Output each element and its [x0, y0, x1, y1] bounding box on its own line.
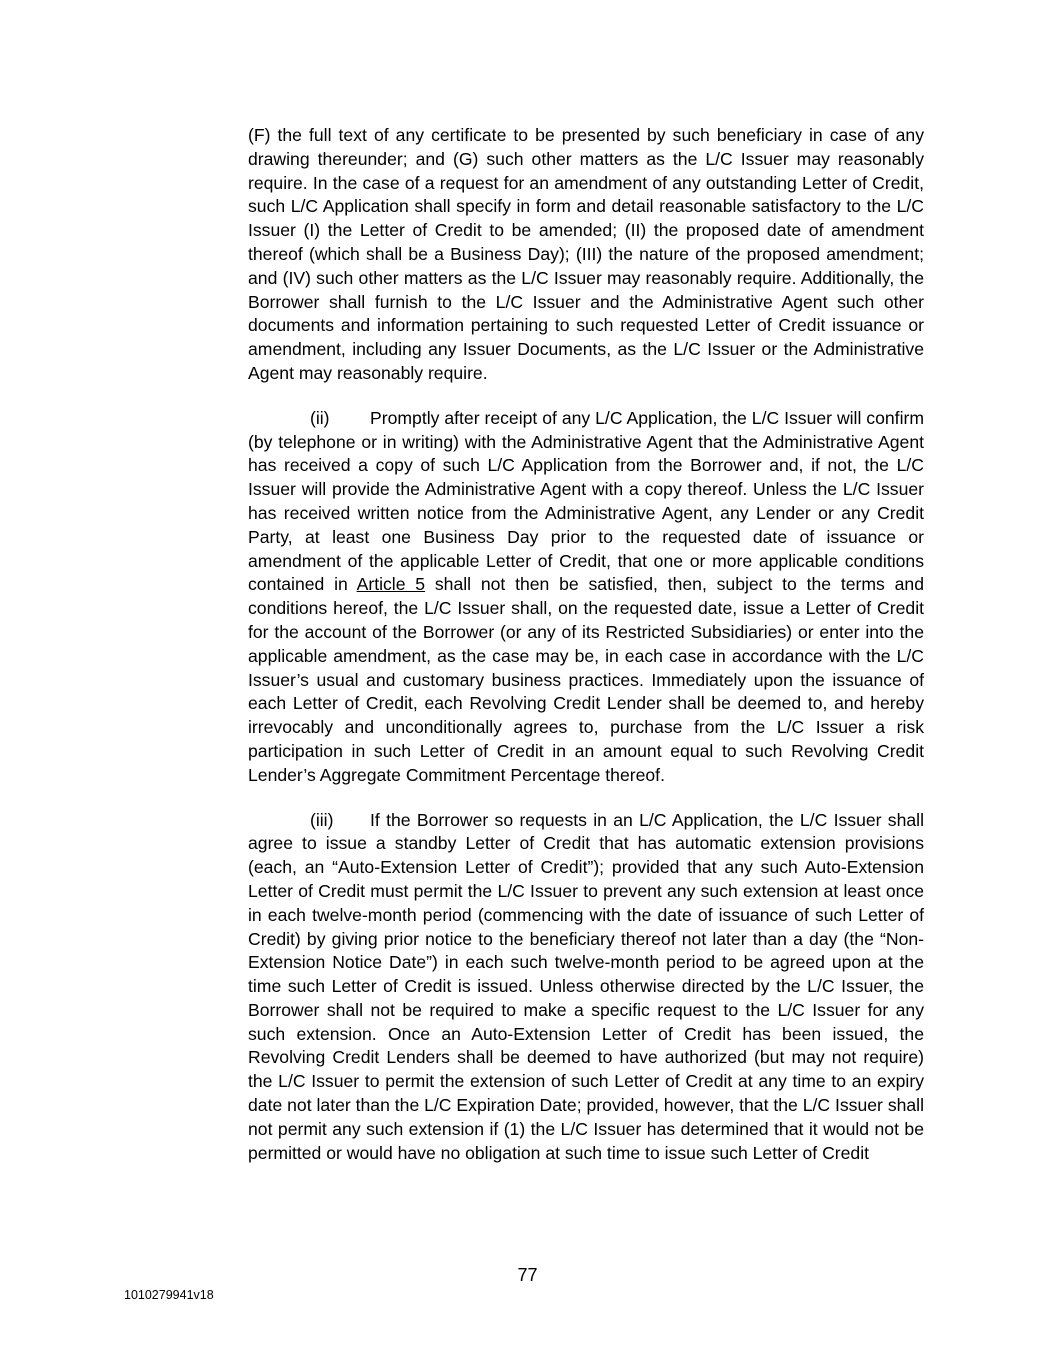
document-body — [248, 124, 924, 1165]
page-number: 77 — [517, 1265, 538, 1285]
paragraph-ii-text-start: Promptly after receipt of any L/C Application, the L/C Issuer will confirm (by telephone or in writing) with the Administrative Agent that the Administrative Agent has received a copy of such L/C Application from the Borrower and, if not, the L/C Issuer will provide the Administrative Agent with a copy thereof. Unless the L/C Issuer has received written notice from the Administrative Agent, any Lender or any Credit Party, at least one Business Day prior to the requested date of issuance or amendment of the applicable Letter of Credit, that one or more applicable conditions contained in — [248, 407, 924, 595]
paragraph-ii-text-end: shall not then be satisfied, then, subject to the terms and conditions hereof, the L/C Issuer shall, on the requested date, issue a Letter of Credit for the account of the Borrower (or any of its Restricted Subsidiaries) or enter into the applicable amendment, as the case may be, in each case in accordance with the L/C Issuer’s usual and customary business practices. Immediately upon the issuance of each Letter of Credit, each Revolving Credit Lender shall be deemed to, and hereby irrevocably and unconditionally agrees to, purchase from the L/C Issuer a risk participation in such Letter of Credit in an amount equal to such Revolving Credit Lender’s Aggregate Commitment Percentage thereof. — [248, 574, 924, 785]
clause-marker-iii: (iii) — [310, 809, 334, 830]
article-5-reference: Article 5 — [356, 574, 426, 595]
paragraph-iii — [248, 809, 924, 1166]
paragraph-ii — [248, 407, 924, 788]
document-id: 1010279941v18 — [124, 1288, 214, 1302]
paragraph-continuation: (F) the full text of any certificate to be presented by such beneficiary in case of any drawing thereunder; and (G) such other matters as the L/C Issuer may reasonably require. In the case of a request for an amendment of any outstanding Letter of Credit, such L/C Application shall specify in form and detail reasonable satisfactory to the L/C Issuer (I) the Letter of Credit to be amended; (II) the proposed date of amendment thereof (which shall be a Business Day); (III) the nature of the proposed amendment; and (IV) such other matters as the L/C Issuer may reasonably require. Additionally, the Borrower shall furnish to the L/C Issuer and the Administrative Agent such other documents and information pertaining to such requested Letter of Credit issuance or amendment, including any Issuer Documents, as the L/C Issuer or the Administrative Agent may reasonably require. — [248, 125, 924, 383]
clause-marker-ii: (ii) — [310, 407, 330, 428]
paragraph-iii-text: If the Borrower so requests in an L/C Application, the L/C Issuer shall agree to issue a standby Letter of Credit that has automatic extension provisions (each, an “Auto-Extension Letter of Credit”); provided that any such Auto-Extension Letter of Credit must permit the L/C Issuer to prevent any such extension at least once in each twelve-month period (commencing with the date of issuance of such Letter of Credit) by giving prior notice to the beneficiary thereof not later than a day (the “Non-Extension Notice Date”) in each such twelve-month period to be agreed upon at the time such Letter of Credit is issued. Unless otherwise directed by the L/C Issuer, the Borrower shall not be required to make a specific request to the L/C Issuer for any such extension. Once an Auto-Extension Letter of Credit has been issued, the Revolving Credit Lenders shall be deemed to have authorized (but may not require) the L/C Issuer to permit the extension of such Letter of Credit at any time to an expiry date not later than the L/C Expiration Date; provided, however, that the L/C Issuer shall not permit any such extension if (1) the L/C Issuer has determined that it would not be permitted or would have no obligation at such time to issue such Letter of Credit — [248, 809, 924, 1163]
